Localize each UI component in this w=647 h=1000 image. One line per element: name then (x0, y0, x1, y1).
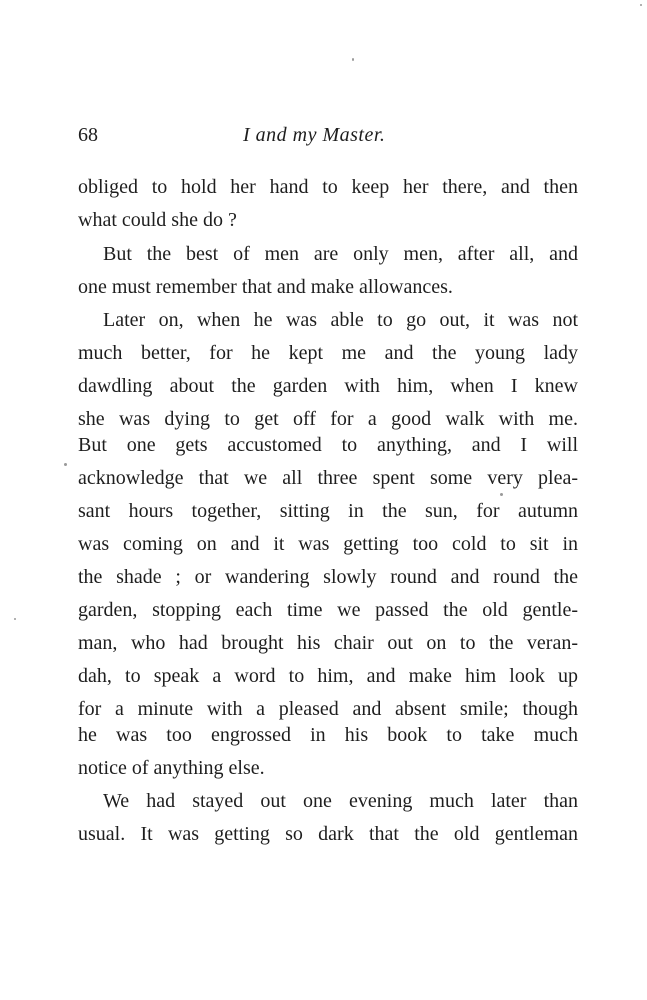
page-header (78, 124, 578, 154)
text-line: garden, stopping each time we passed the old gentle- (78, 599, 578, 621)
text-line: usual. It was getting so dark that the old gentleman (78, 823, 578, 845)
text-line: But one gets accustomed to anything, and I will (78, 434, 578, 456)
paper-speck (500, 493, 503, 496)
text-line: for a minute with a pleased and absent smile; though (78, 698, 578, 720)
text-line: the shade ; or wandering slowly round and round the (78, 566, 578, 588)
text-line: We had stayed out one evening much later than (103, 790, 578, 812)
text-line: he was too engrossed in his book to take much (78, 724, 578, 746)
text-line: dah, to speak a word to him, and make him look up (78, 665, 578, 687)
text-line: much better, for he kept me and the young lady (78, 342, 578, 364)
text-line: obliged to hold her hand to keep her there, and then (78, 176, 578, 198)
text-line: she was dying to get off for a good walk with me. (78, 408, 578, 430)
text-line: notice of anything else. (78, 757, 265, 779)
paper-speck (640, 4, 642, 6)
paper-speck (14, 618, 16, 620)
text-line: what could she do ? (78, 209, 237, 231)
text-line: acknowledge that we all three spent some very plea- (78, 467, 578, 489)
text-line: sant hours together, sitting in the sun, for autumn (78, 500, 578, 522)
running-title: I and my Master. (243, 124, 386, 146)
paper-speck (352, 58, 354, 61)
text-line: one must remember that and make allowances. (78, 276, 453, 298)
text-line: dawdling about the garden with him, when I knew (78, 375, 578, 397)
text-line: man, who had brought his chair out on to the veran- (78, 632, 578, 654)
page-number: 68 (78, 124, 98, 146)
text-line: But the best of men are only men, after all, and (103, 243, 578, 265)
paper-speck (64, 463, 67, 466)
text-line: Later on, when he was able to go out, it was not (103, 309, 578, 331)
text-line: was coming on and it was getting too cold to sit in (78, 533, 578, 555)
